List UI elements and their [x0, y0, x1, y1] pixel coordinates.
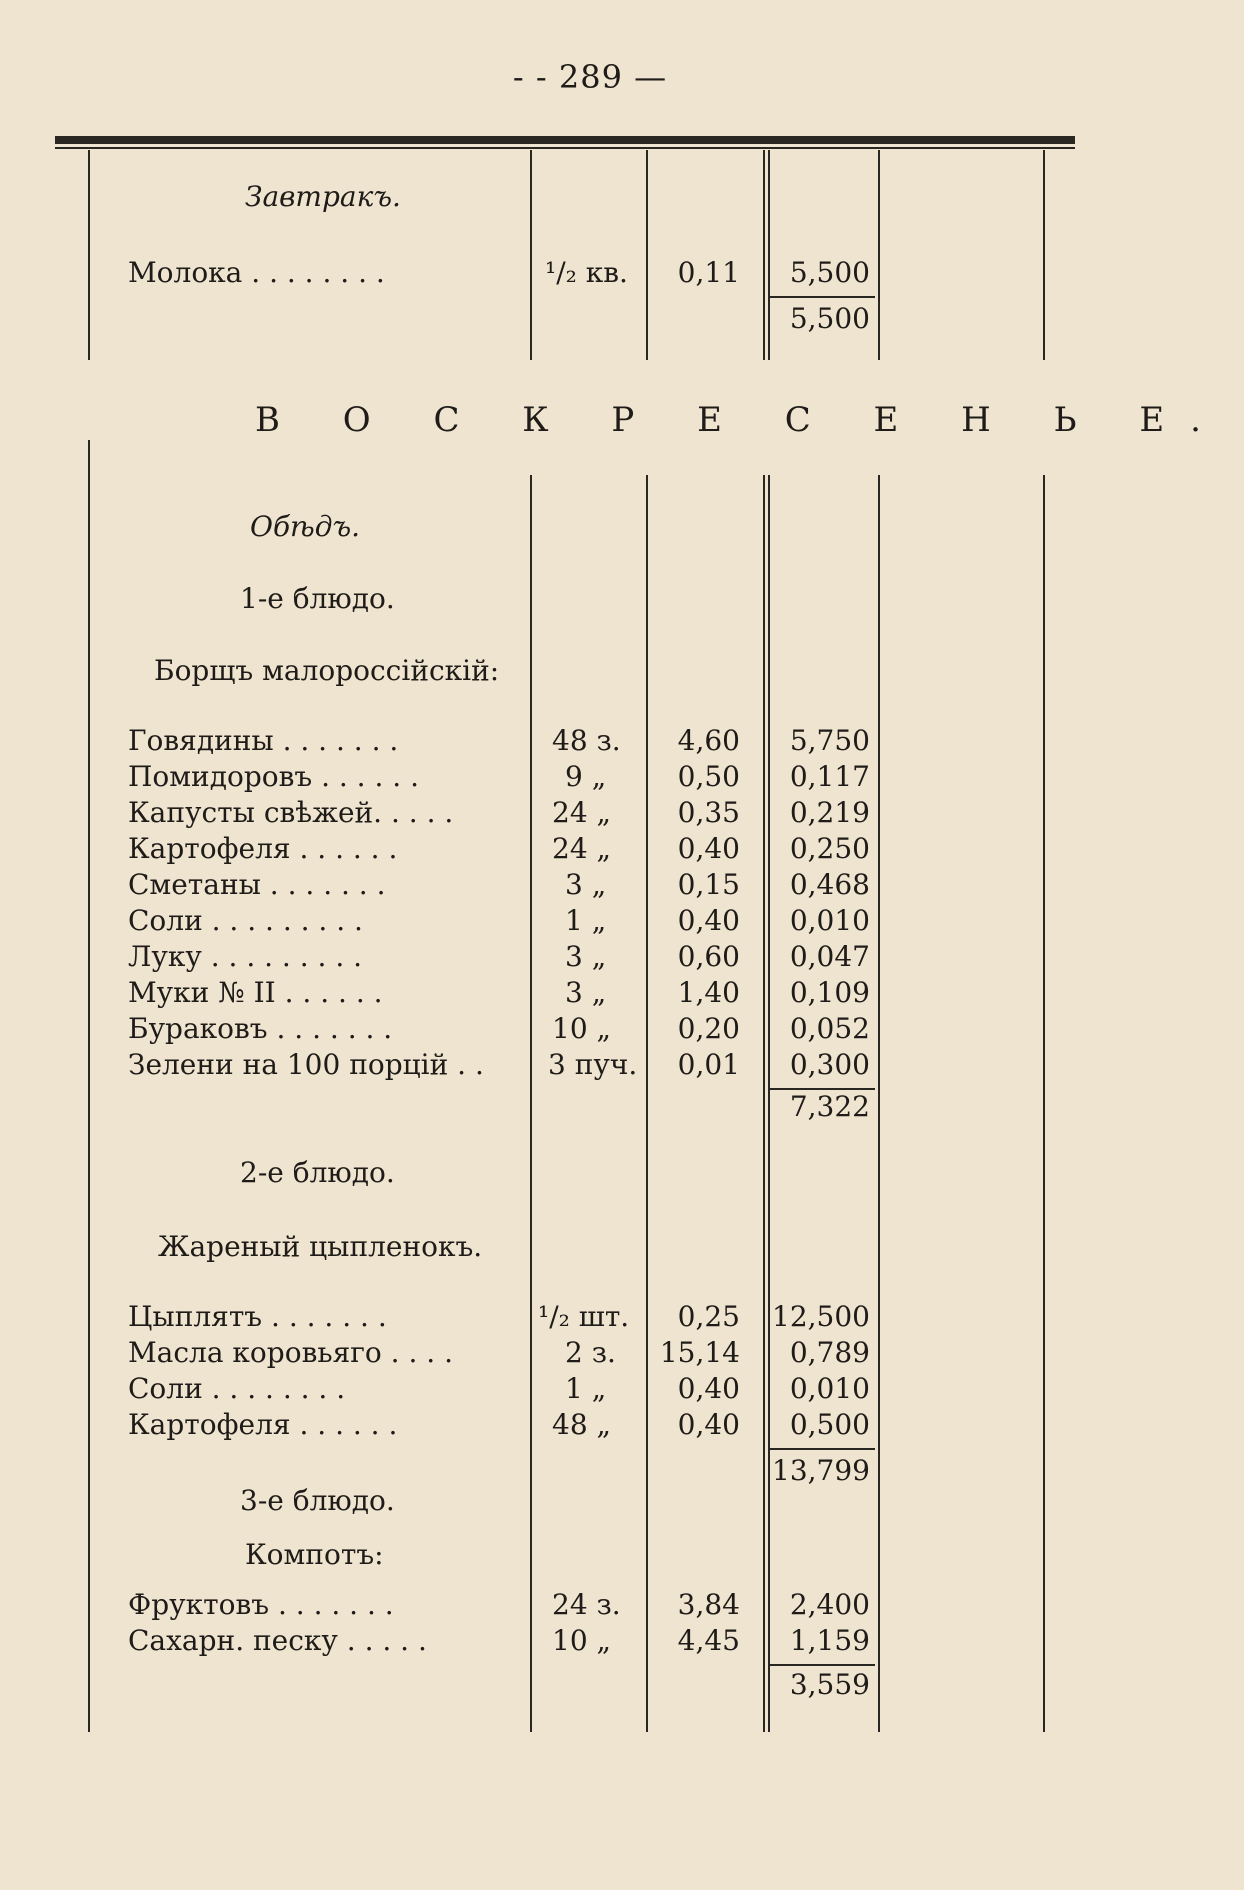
item-name: Картофеля . . . . . .	[128, 1408, 398, 1441]
item-total: 0,219	[789, 796, 870, 829]
item-price: 1,40	[677, 976, 740, 1009]
item-price: 0,40	[677, 1408, 740, 1441]
item-price: 15,14	[659, 1336, 740, 1369]
breakfast-subtotal: 5,500	[789, 302, 870, 335]
item-name: Муки № II . . . . . .	[128, 976, 383, 1009]
item-qty: 3 „	[565, 976, 607, 1009]
item-price: 0,50	[677, 760, 740, 793]
item-total: 0,789	[789, 1336, 870, 1369]
item-total: 0,250	[789, 832, 870, 865]
item-total: 0,300	[789, 1048, 870, 1081]
item-qty: 3 „	[565, 940, 607, 973]
item-name: Сахарн. песку . . . . .	[128, 1624, 427, 1657]
item-price: 0,40	[677, 904, 740, 937]
course3-dish: Компотъ:	[245, 1538, 384, 1571]
course2-dish: Жареный цыпленокъ.	[158, 1230, 483, 1263]
item-total: 1,159	[789, 1624, 870, 1657]
item-qty: 24 з.	[552, 1588, 621, 1621]
day-title: В О С К Р Е С Е Н Ь Е.	[255, 400, 1227, 440]
item-price: 0,15	[677, 868, 740, 901]
item-qty: 10 „	[552, 1012, 612, 1045]
item-price: 0,40	[677, 832, 740, 865]
item-name: Говядины . . . . . . .	[128, 724, 399, 757]
course1-dish: Борщъ малороссiйскiй:	[154, 654, 500, 687]
course1-subtotal: 7,322	[789, 1090, 870, 1123]
item-name: Луку . . . . . . . . .	[128, 940, 363, 973]
item-qty: 48 „	[552, 1408, 612, 1441]
item-qty: 3 пуч.	[548, 1048, 638, 1081]
item-qty: 1 „	[565, 1372, 607, 1405]
header-rule-thin	[55, 147, 1075, 149]
item-name: Фруктовъ . . . . . . .	[128, 1588, 394, 1621]
breakfast-heading: Завтракъ.	[245, 180, 401, 213]
table-border-left	[88, 150, 90, 360]
column-divider-total-a-main	[763, 475, 765, 1732]
item-total: 0,010	[789, 1372, 870, 1405]
item-price: 0,01	[677, 1048, 740, 1081]
item-total: 0,052	[789, 1012, 870, 1045]
item-price: 0,40	[677, 1372, 740, 1405]
item-name: Цыплятъ . . . . . . .	[128, 1300, 387, 1333]
lunch-heading: Обѣдъ.	[250, 510, 361, 543]
subtotal-rule	[770, 296, 875, 298]
item-qty: 2 з.	[565, 1336, 616, 1369]
item-total: 0,500	[789, 1408, 870, 1441]
course2-subtotal: 13,799	[772, 1454, 870, 1487]
item-qty: ¹/₂ шт.	[538, 1300, 630, 1333]
course1-label: 1-е блюдо.	[240, 582, 395, 615]
column-divider-price-main	[646, 475, 648, 1732]
item-price: 3,84	[677, 1588, 740, 1621]
course3-label: 3-е блюдо.	[240, 1484, 395, 1517]
item-qty: 24 „	[552, 832, 612, 865]
item-name: Бураковъ . . . . . . .	[128, 1012, 393, 1045]
item-total: 0,117	[789, 760, 870, 793]
item-qty: 3 „	[565, 868, 607, 901]
item-qty: 1 „	[565, 904, 607, 937]
item-price: 0,60	[677, 940, 740, 973]
item-price: 0,20	[677, 1012, 740, 1045]
item-total: 5,750	[789, 724, 870, 757]
item-price: 0,35	[677, 796, 740, 829]
item-name: Сметаны . . . . . . .	[128, 868, 386, 901]
column-divider-right-main	[878, 475, 880, 1732]
item-total: 0,468	[789, 868, 870, 901]
header-rule-thick	[55, 136, 1075, 144]
item-qty: 10 „	[552, 1624, 612, 1657]
item-total: 0,047	[789, 940, 870, 973]
item-qty: 24 „	[552, 796, 612, 829]
item-total: 0,010	[789, 904, 870, 937]
item-qty: 9 „	[565, 760, 607, 793]
item-total: 0,109	[789, 976, 870, 1009]
item-price: 0,25	[677, 1300, 740, 1333]
column-divider-qty	[530, 150, 532, 360]
item-total: 12,500	[772, 1300, 870, 1333]
item-name: Соли . . . . . . . . .	[128, 904, 363, 937]
course3-subtotal: 3,559	[789, 1668, 870, 1701]
column-divider-price	[646, 150, 648, 360]
course2-label: 2-е блюдо.	[240, 1156, 395, 1189]
item-name: Молока . . . . . . . .	[128, 256, 385, 289]
table-border-right	[1043, 150, 1045, 360]
subtotal-rule	[770, 1448, 875, 1450]
item-price: 4,45	[677, 1624, 740, 1657]
column-divider-right	[878, 150, 880, 360]
column-divider-total-a	[763, 150, 765, 360]
item-name: Капусты свѣжей. . . . .	[128, 796, 454, 829]
column-divider-qty-main	[530, 475, 532, 1732]
table-border-left-main	[88, 440, 90, 1732]
item-price: 0,11	[677, 256, 740, 289]
item-price: 4,60	[677, 724, 740, 757]
item-total: 2,400	[789, 1588, 870, 1621]
item-qty: 48 з.	[552, 724, 621, 757]
item-qty: ¹/₂ кв.	[545, 256, 628, 289]
item-total: 5,500	[789, 256, 870, 289]
item-name: Масла коровьяго . . . .	[128, 1336, 453, 1369]
item-name: Картофеля . . . . . .	[128, 832, 398, 865]
table-border-right-main	[1043, 475, 1045, 1732]
item-name: Зелени на 100 порцiй . .	[128, 1048, 484, 1081]
item-name: Соли . . . . . . . .	[128, 1372, 346, 1405]
item-name: Помидоровъ . . . . . .	[128, 760, 419, 793]
page-number: - - 289 —	[512, 58, 668, 96]
subtotal-rule	[770, 1664, 875, 1666]
